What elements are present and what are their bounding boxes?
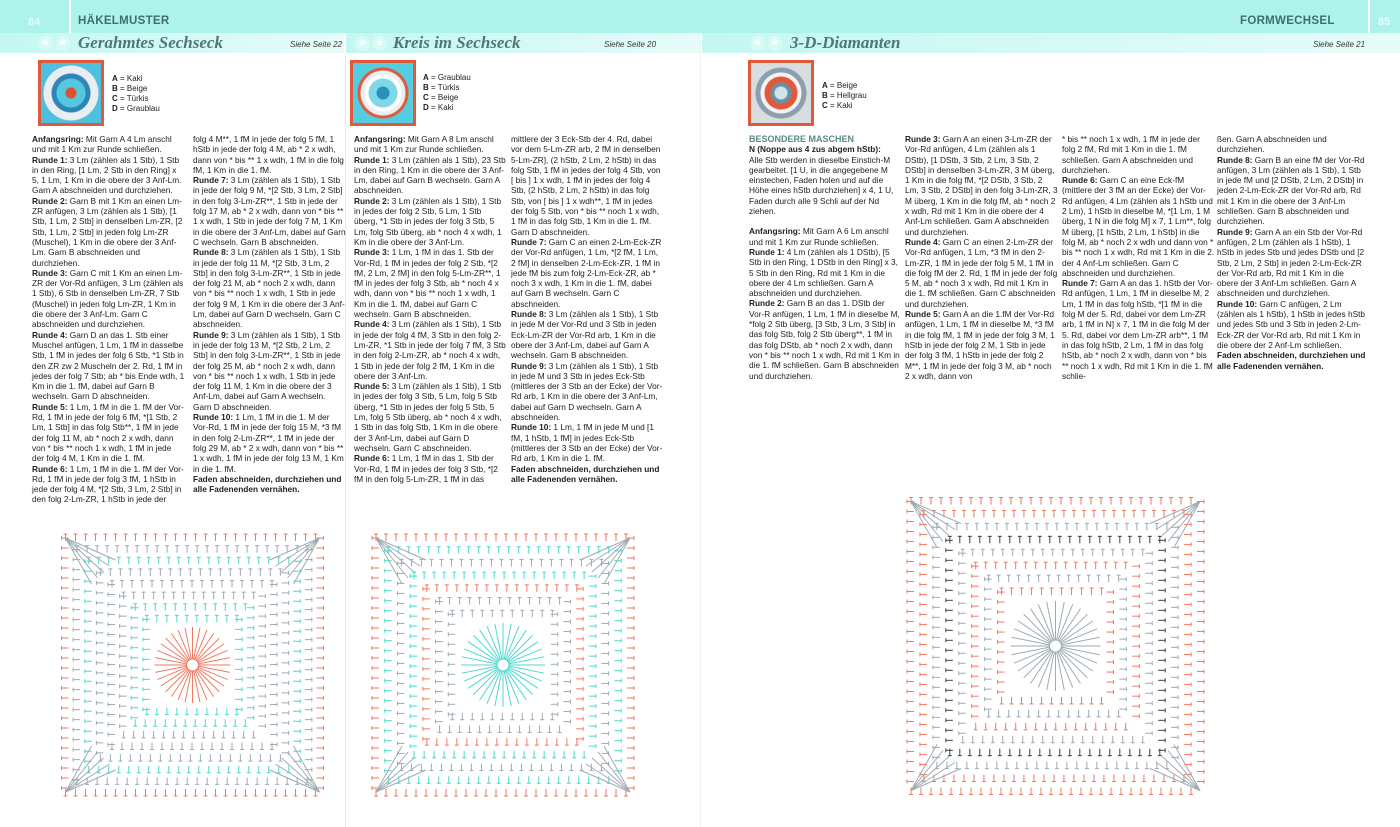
instruction-text: mittlere der 3 Eck-Stb der 4. Rd, dabei vor dem 5-Lm-ZR arb, 2 fM in denselben 5-Lm-ZR], (2 hStb, 2 Lm, 2 hStb) in das folg Stb, 1 fM in jedes der folg 4 Stb, von [ bis ] 1 x wdh, 1 fM in jedes der folg 4 Stb, (2 hStb, 2 Lm, 2 hStb) in das folg Stb, von [ bis ] 1 x wdh**, 1 fM in jedes der folg 5 Stb, von * bis ** noch 1 x wdh, 1 fM in das folg Stb, 1 Km in die 1. fM. Garn D abschneiden. bbox=[511, 134, 661, 237]
round-label: Runde 7: bbox=[193, 175, 229, 186]
round-label: Runde 6: bbox=[1062, 175, 1098, 186]
difficulty-stars bbox=[750, 36, 782, 51]
yarn-letter: B bbox=[112, 84, 118, 93]
stitch-mark bbox=[294, 746, 320, 792]
stitch-mark bbox=[288, 752, 320, 792]
instruction-text: 1 Lm, 1 fM in das 1. Stb der Vor-Rd, 1 fM in jedes der folg 3 Stb, *[2 fM in den folg 5-Lm-ZR, 1 fM in das bbox=[354, 453, 498, 484]
yarn-letter: B bbox=[423, 83, 429, 92]
stitch-mark bbox=[592, 538, 630, 572]
crochet-diagram bbox=[903, 492, 1208, 800]
round-label: Runde 9: bbox=[193, 329, 229, 340]
round-label: Runde 7: bbox=[1062, 278, 1098, 289]
stitch-mark bbox=[276, 538, 320, 566]
yarn-letter: C bbox=[423, 93, 429, 102]
legend-entry: B = Beige bbox=[112, 84, 148, 93]
header-divider bbox=[69, 0, 71, 33]
yarn-letter: B bbox=[822, 91, 828, 100]
see-page-ref: Siehe Seite 21 bbox=[1313, 40, 1366, 49]
stitch-mark bbox=[911, 763, 955, 791]
round-label: Runde 9: bbox=[511, 360, 547, 371]
stitch-mark bbox=[1150, 502, 1200, 524]
round-label: Runde 6: bbox=[354, 453, 390, 464]
stitch-mark bbox=[288, 538, 320, 578]
legend-entry: A = Graublau bbox=[423, 73, 471, 82]
instruction-paragraph bbox=[511, 361, 664, 423]
star-icon: ★ bbox=[355, 36, 370, 51]
stitch-mark bbox=[1150, 769, 1200, 791]
instruction-text: 3 Lm (zählen als 1 Stb), 1 Stb in den Ring, [1 Lm, 2 Stb in den Ring] x 5, 1 Lm, 1 Km in die obere der 3 Anf-Lm. Garn A abschneiden und durchziehen. bbox=[32, 154, 182, 196]
right-running-head: FORMWECHSEL bbox=[1240, 15, 1335, 27]
instruction-text: 3 Lm (zählen als 1 Stb), 1 Stb in jede der folg 11 M, *[2 Stb, 3 Lm, 2 Stb] in den folg 3-Lm-ZR**, 1 Stb in jede der folg 21 M, ab * noch 2 x wdh, dann von * bis ** noch 1 x wdh, 1 Stb in jede der folg 9 M, 1 Km in die obere der 3 Anf-Lm, dabei auf Garn D wechseln. Garn C abschneiden. bbox=[193, 247, 345, 330]
round-label: Runde 4: bbox=[354, 319, 390, 330]
instruction-paragraph bbox=[749, 226, 902, 247]
stitch-mark bbox=[598, 752, 630, 792]
instructions-column bbox=[32, 134, 185, 505]
instruction-paragraph bbox=[354, 196, 507, 247]
round-label: Runde 10: bbox=[511, 422, 552, 433]
instruction-paragraph bbox=[32, 402, 185, 464]
stitch-mark bbox=[598, 538, 630, 578]
instruction-paragraph bbox=[1217, 155, 1367, 227]
round-label: Runde 2: bbox=[354, 195, 390, 206]
round-label: Runde 1: bbox=[354, 154, 390, 165]
instruction-paragraph bbox=[1062, 175, 1215, 278]
stitch-mark bbox=[580, 538, 630, 560]
section-title: 3-D-Diamanten bbox=[790, 33, 901, 52]
stitch-mark bbox=[66, 538, 104, 572]
starting-ring bbox=[1050, 640, 1062, 652]
yarn-letter: C bbox=[822, 101, 828, 110]
round-label: Anfangsring: bbox=[32, 134, 84, 144]
round-label: Runde 10: bbox=[193, 412, 234, 423]
instruction-paragraph bbox=[1217, 299, 1367, 350]
instruction-paragraph bbox=[511, 134, 664, 237]
stitch-mark bbox=[911, 502, 937, 548]
stitch-mark bbox=[1168, 502, 1200, 542]
round-label: Runde 8: bbox=[193, 247, 229, 258]
stitch-mark bbox=[66, 538, 98, 578]
instruction-text: 3 Lm (zählen als 1 Stb), 1 Stb in jede M und 3 Stb in jedes Eck-Stb (mittleres der 3 Stb an der Ecke) der Vor-Rd arb, 1 Km in die obere der 3 Anf-Lm, dabei auf Garn D wechseln. Garn A abschneiden. bbox=[511, 360, 663, 423]
round-label: Runde 1: bbox=[32, 154, 68, 165]
instruction-text: Garn B mit 1 Km an einen Lm-ZR anfügen, 3 Lm (zählen als 1 Stb), [1 Stb, 1 Lm, 2 Stb] in denselben Lm-ZR, [2 Stb, 1 Lm, 2 Stb] in jeden folg Lm-ZR (Muschel), 1 Km in die obere der 3 Anf-Lm. Garn B abschneiden und durchziehen. bbox=[32, 195, 183, 268]
instruction-paragraph bbox=[354, 381, 507, 453]
stitch-mark bbox=[1156, 763, 1200, 791]
yarn-letter: D bbox=[112, 104, 118, 113]
instruction-text: Garn A an das 1. hStb der Vor-Rd anfügen, 1 Lm, 1 fM in dieselbe M, 2 Lm, 1 fM in das folg hStb, *[1 fM in die folg M der 5. Rd, dabei vor dem Lm-ZR arb, 1 fM in N] x 7, 1 fM in die folg M der 5. Rd, dabei vor dem Lm-ZR arb**, 1 fM in das folg hStb, 2 Lm, 1 fM in das folg hStb, ab * noch 2 x wdh, dann von * bis ** noch 1 x wdh, Rd mit 1 Km in die 1. fM schlie- bbox=[1062, 278, 1213, 381]
round-label: Runde 1: bbox=[749, 246, 785, 257]
yarn-color-name: Hellgrau bbox=[836, 91, 867, 100]
round-label: Runde 5: bbox=[32, 401, 68, 412]
round-label: Runde 8: bbox=[1217, 154, 1253, 165]
instruction-paragraph bbox=[1217, 350, 1367, 371]
instruction-text: Alle Stb werden in dieselbe Einstich-M gearbeitet. [1 U, in die angegebene M einstechen, Faden holen und auf die Höhe eines hStb durchziehen] x 4, 1 U, Faden durch alle 9 Schli auf der Nd ziehen. bbox=[749, 154, 894, 217]
instruction-paragraph bbox=[1062, 134, 1215, 175]
yarn-letter: C bbox=[112, 94, 118, 103]
instruction-paragraph bbox=[32, 464, 185, 505]
stitch-mark bbox=[376, 538, 402, 584]
instruction-text: Garn C anfügen, 2 Lm (zählen als 1 hStb), 1 hStb in jedes hStb und jedes Stb und 3 Stb in jeden 2-Lm-Eck-ZR der Vor-Rd arb, Rd mit 1 Km in die obere der 2 Anf-Lm schließen. bbox=[1217, 298, 1366, 350]
round-label: Runde 5: bbox=[905, 309, 941, 320]
stitch-mark bbox=[580, 770, 630, 792]
instruction-paragraph bbox=[749, 144, 902, 216]
yarn-letter: A bbox=[822, 81, 828, 90]
legend-entry: C = Türkis bbox=[112, 94, 149, 103]
instruction-paragraph bbox=[905, 237, 1058, 309]
instructions-column bbox=[1217, 134, 1367, 371]
instruction-paragraph bbox=[193, 474, 346, 495]
legend-entry: A = Beige bbox=[822, 81, 858, 90]
yarn-legend bbox=[112, 74, 160, 114]
instruction-text: Mit Garn A 4 Lm anschl und mit 1 Km zur Runde schließen. bbox=[32, 134, 172, 155]
instruction-paragraph bbox=[32, 155, 185, 196]
stitch-mark bbox=[376, 538, 414, 572]
stitch-mark bbox=[376, 538, 408, 578]
left-running-head: HÄKELMUSTER bbox=[78, 15, 170, 27]
legend-entry: D = Kaki bbox=[423, 103, 454, 112]
stitch-mark bbox=[66, 752, 98, 792]
crochet-diagram bbox=[368, 530, 638, 800]
stitch-mark bbox=[592, 758, 630, 792]
instruction-text: 1 Lm, 1 fM in das 1. Stb der Vor-Rd, 1 fM in jedes der folg 2 Stb, *[2 fM, 2 Lm, 2 fM] in den folg 5-Lm-ZR**, 1 fM in jedes der folg 3 Stb, ab * noch 4 x wdh, dann von * bis ** noch 1 x wdh, 1 Km in die 1. fM, dabei auf Garn C wechseln. Garn B abschneiden. bbox=[354, 247, 501, 320]
instruction-text: 1 Lm, 1 fM in die 1. fM der Vor-Rd, 1 fM in jede der folg 3 fM, 1 hStb in jede der folg 4 M, *[2 Stb, 3 Lm, 2 Stb] in den folg 2-Lm-ZR, 1 hStb in jede der bbox=[32, 463, 184, 505]
instruction-text: Garn B an eine fM der Vor-Rd anfügen, 3 Lm (zählen als 1 Stb), 1 Stb in jede fM und [2 DStb, 2 Lm, 2 DStb] in jeden 2-Lm-Eck-ZR der Vor-Rd arb, Rd mit 1 Km in die obere der 3 Anf-Lm schließen. Garn B abschneiden und durchziehen. bbox=[1217, 154, 1365, 227]
stitch-mark bbox=[282, 538, 320, 572]
stitch-mark bbox=[1156, 502, 1200, 530]
legend-entry: B = Hellgrau bbox=[822, 91, 867, 100]
yarn-letter: A bbox=[423, 73, 429, 82]
star-icon: ★ bbox=[38, 36, 53, 51]
instruction-paragraph bbox=[32, 330, 185, 402]
instruction-text: * bis ** noch 1 x wdh, 1 fM in jede der folg 2 fM, Rd mit 1 Km in die 1. fM schließen. Garn A abschneiden und durchziehen. bbox=[1062, 134, 1200, 175]
stitch-mark bbox=[376, 538, 420, 566]
instruction-text: 3 Lm (zählen als 1 Stb), 1 Stb in jede M der Vor-Rd und 3 Stb in jeden Eck-Lm-ZR der Vor-Rd arb, 1 Km in die obere der 3 Anf-Lm, dabei auf Garn A wechseln. Garn B abschneiden. bbox=[511, 309, 659, 361]
instruction-paragraph bbox=[193, 175, 346, 247]
round-label: Runde 2: bbox=[749, 298, 785, 309]
square-photo bbox=[38, 60, 104, 126]
instruction-text: Mit Garn A 6 Lm anschl und mit 1 Km zur Runde schließen. bbox=[749, 226, 889, 247]
round-label: Anfangsring: bbox=[749, 226, 801, 237]
page-gutter bbox=[700, 33, 701, 827]
instruction-paragraph bbox=[511, 422, 664, 463]
round-label: Faden abschneiden, durchziehen und alle Fadenenden vernähen. bbox=[193, 473, 342, 495]
round-label: Runde 3: bbox=[354, 247, 390, 258]
instruction-text: Garn A an die 1.fM der Vor-Rd anfügen, 1 Lm, 1 fM in dieselbe M, *3 fM in die folg fM, 1 fM in jede der folg 3 M, 1 hStb in jede der folg 2 M, 1 Stb in jede der folg 3 fM, 1 hStb in jede der folg 2 M**, 1 fM in jede der folg 3 M, ab * noch 2 x wdh, dann von bbox=[905, 309, 1055, 381]
instruction-paragraph bbox=[193, 247, 346, 329]
instruction-text: 1 Lm, 1 fM in die 1. fM der Vor-Rd, 1 fM in jede der folg 6 fM, *[1 Stb, 2 Lm, 1 Stb] in das folg Stb**, 1 fM in jede der folg 11 M, ab * noch 2 x wdh, dann von * bis ** noch 1 x wdh, 1 fM in jede der folg 4 M, 1 Km in die 1. fM. bbox=[32, 401, 184, 464]
round-label: Runde 3: bbox=[905, 134, 941, 144]
instruction-paragraph bbox=[354, 134, 507, 155]
difficulty-stars bbox=[38, 36, 70, 51]
instructions-column bbox=[749, 134, 902, 381]
instruction-paragraph bbox=[32, 196, 185, 268]
yarn-color-name: Türkis bbox=[126, 94, 149, 103]
round-label: N (Noppe aus 4 zus abgem hStb): bbox=[749, 144, 881, 155]
section-title: Gerahmtes Sechseck bbox=[78, 33, 223, 52]
yarn-color-name: Beige bbox=[126, 84, 148, 93]
round-label: Runde 4: bbox=[32, 329, 68, 340]
instruction-paragraph bbox=[1062, 278, 1215, 381]
legend-entry: C = Kaki bbox=[822, 101, 853, 110]
instruction-text: Garn C an eine Eck-fM (mittlere der 3 fM an der Ecke) der Vor-Rd anfügen, 4 Lm (zählen als 1 hStb und 2 Lm), 1 hStb in dieselbe M, *[1 Lm, 1 M überg, 1 N in die folg M] x 7, 1 Lm**, folg M überg, [1 hStb, 2 Lm, 1 hStb] in die folg M, ab * noch 2 x wdh und dann von * bis ** noch 1 x wdh, Rd mit 1 Km in die 2. der 4 Anf-Lm schließen. Garn C abschneiden und durchziehen. bbox=[1062, 175, 1215, 278]
stitch-mark bbox=[604, 746, 630, 792]
instruction-paragraph bbox=[1217, 134, 1367, 155]
stitch-mark bbox=[1174, 745, 1200, 791]
stitch-mark bbox=[1162, 502, 1200, 536]
round-label: Runde 8: bbox=[511, 309, 547, 320]
yarn-legend bbox=[822, 81, 867, 111]
instruction-text: ßen. Garn A abschneiden und durchziehen. bbox=[1217, 134, 1327, 155]
round-label: Runde 10: bbox=[1217, 298, 1258, 309]
instructions-column bbox=[905, 134, 1058, 381]
instruction-text: Garn C mit 1 Km an einen Lm-ZR der Vor-Rd anfügen, 3 Lm (zählen als 1 Stb), 6 Stb in denselben Lm-ZR, 7 Stb (Muschel) in jeden folg Lm-ZR, 1 Km in die obere der 3 Anf-Lm. Garn C abschneiden und durchziehen. bbox=[32, 267, 184, 330]
stitch-mark bbox=[66, 764, 110, 792]
instruction-text: Garn A an einen 3-Lm-ZR der Vor-Rd anfügen, 4 Lm (zählen als 1 DStb), [1 DStb, 3 Stb, 2 Lm, 3 Stb, 2 DStb] in denselben 3-Lm-ZR, 3 M überg, 1 Km in die folg fM, *[2 DStb, 3 Stb, 2 Lm, 3 Stb, 2 DStb] in den folg 3-Lm-ZR, 3 M überg, 1 Km in die folg fM, ab * noch 2 x wdh, Rd mit 1 Km in die obere der 4 Anf-Lm schließen. Garn A abschneiden und durchziehen. bbox=[905, 134, 1058, 237]
instruction-paragraph bbox=[354, 319, 507, 381]
right-page-number: 85 bbox=[1378, 16, 1391, 28]
star-icon: ★ bbox=[750, 36, 765, 51]
starting-ring bbox=[187, 659, 199, 671]
instruction-text: Garn A an ein Stb der Vor-Rd anfügen, 2 Lm (zählen als 1 hStb), 1 hStb in jedes Stb und jedes DStb und [2 Stb, 2 Lm, 2 Stb] in jeden 2-Lm-Eck-ZR der Vor-Rd arb, Rd mit 1 Km in die obere der 3 Anf-Lm schließen. Garn A abschneiden und durchziehen. bbox=[1217, 226, 1365, 299]
round-label: Anfangsring: bbox=[354, 134, 406, 144]
instruction-text: Mit Garn A 8 Lm anschl und mit 1 Km zur Runde schließen. bbox=[354, 134, 494, 155]
stitch-mark bbox=[1168, 751, 1200, 791]
stitch-mark bbox=[911, 745, 937, 791]
see-page-ref: Siehe Seite 22 bbox=[290, 40, 343, 49]
yarn-legend bbox=[423, 73, 471, 113]
yarn-color-name: Kaki bbox=[126, 74, 143, 83]
stitch-mark bbox=[376, 758, 414, 792]
square-photo bbox=[748, 60, 814, 126]
instructions-column bbox=[193, 134, 346, 494]
yarn-color-name: Kaki bbox=[836, 101, 853, 110]
instruction-text: 3 Lm (zählen als 1 Stb), 1 Stb in jedes der folg 3 Stb, 5 Lm, folg 5 Stb überg, *1 Stb in jedes der folg 5 Stb, 5 Lm, folg 5 Stb überg, ab * noch 4 x wdh, 1 Stb in das folg Stb, 1 Km in die obere der 3 Anf-Lm, dabei auf Garn D wechseln. Garn C abschneiden. bbox=[354, 381, 502, 453]
instruction-paragraph bbox=[511, 464, 664, 485]
instruction-paragraph bbox=[749, 247, 902, 298]
instruction-text: 3 Lm (zählen als 1 Stb), 1 Stb in jede der folg 9 M, *[2 Stb, 3 Lm, 2 Stb] in den folg 3-Lm-ZR**, 1 Stb in jede der folg 17 M, ab * 2 x wdh, dann von * bis ** 1 x wdh, 1 Stb in jede der folg 7 M, 1 Km in die obere der 3 Anf-Lm, dabei auf Garn C wechseln. Garn B abschneiden. bbox=[193, 175, 346, 247]
instruction-paragraph bbox=[1217, 227, 1367, 299]
instruction-paragraph bbox=[749, 298, 902, 380]
instruction-text: 3 Lm (zählen als 1 Stb), 23 Stb in den Ring, 1 Km in die obere der 3 Anf-Lm, dabei auf Garn B wechseln. Garn A abschneiden. bbox=[354, 154, 506, 196]
yarn-color-name: Kaki bbox=[437, 103, 454, 112]
instruction-text: 3 Lm (zählen als 1 Stb), 1 Stb in jede der folg 13 M, *[2 Stb, 2 Lm, 2 Stb] in den folg 3-Lm-ZR**, 1 Stb in jede der folg 25 M, ab * noch 2 x wdh, dann von * bis ** noch 1 x wdh, 1 Stb in jede der folg 11 M, 1 Km in die obere der 3 Anf-Lm, dabei auf Garn A wechseln. Garn D abschneiden. bbox=[193, 329, 341, 412]
instruction-paragraph bbox=[193, 330, 346, 412]
instruction-text: 1 Lm, 1 fM in jede M und [1 fM, 1 hStb, 1 fM] in jedes Eck-Stb (mittleres der 3 Stb an der Ecke) der Vor-Rd arb, 1 Km in die 1. fM. bbox=[511, 422, 663, 464]
stitch-mark bbox=[604, 538, 630, 584]
round-label: Runde 6: bbox=[32, 463, 68, 474]
instruction-paragraph bbox=[905, 134, 1058, 237]
starting-ring bbox=[497, 659, 509, 671]
instruction-paragraph bbox=[511, 309, 664, 360]
legend-entry: A = Kaki bbox=[112, 74, 143, 83]
instruction-text: Garn D an das 1. Stb einer Muschel anfügen, 1 Lm, 1 fM in dasselbe Stb, 1 fM in jedes der folg 6 Stb, *1 Stb in den ZR zw 2 Muscheln der 2. Rd, 1 fM in jedes der folg 7 Stb; ab * bis Ende wdh, 1 Km in die 1. fM, dabei auf Garn B wechseln. Garn D abschneiden. bbox=[32, 329, 185, 402]
stitch-mark bbox=[586, 538, 630, 566]
instructions-column bbox=[1062, 134, 1215, 381]
legend-entry: C = Beige bbox=[423, 93, 459, 102]
stitch-mark bbox=[66, 538, 110, 566]
instruction-text: 1 Lm, 1 fM in die 1. M der Vor-Rd, 1 fM in jede der folg 15 M, *3 fM in den folg 2-Lm-ZR**, 1 fM in jede der folg 29 M, ab * 2 x wdh, dann von * bis ** 1 x wdh, 1 fM in jede der folg 13 M, 1 Km in die 1. fM. bbox=[193, 412, 344, 474]
yarn-color-name: Beige bbox=[437, 93, 459, 102]
stitch-mark bbox=[376, 764, 420, 792]
instruction-paragraph bbox=[32, 268, 185, 330]
instruction-text: 3 Lm (zählen als 1 Stb), 1 Stb in jede der folg 4 fM, 3 Stb in den folg 2-Lm-ZR, *1 Stb in jede der folg 7 fM, 3 Stb in den folg 2-Lm-ZR, ab * noch 4 x wdh, 1 Stb in jede der folg 2 fM, 1 Km in die obere der 3 Anf-Lm. bbox=[354, 319, 506, 381]
instruction-text: folg 4 M**, 1 fM in jede der folg 5 fM, 1 hStb in jede der folg 4 M, ab * 2 x wdh, dann von * bis ** 1 x wdh, 1 fM in die folg fM, 1 Km in die 1. fM. bbox=[193, 134, 344, 175]
header-band bbox=[0, 0, 1400, 33]
stitch-mark bbox=[911, 502, 943, 542]
yarn-letter: D bbox=[423, 103, 429, 112]
left-page-number: 84 bbox=[28, 16, 41, 28]
instruction-paragraph bbox=[354, 247, 507, 319]
header-divider bbox=[1368, 0, 1370, 33]
instruction-text: Garn C an einen 2-Lm-Eck-ZR der Vor-Rd anfügen, 1 Lm, *[2 fM, 1 Lm, 2 fM] in denselben 2-Lm-Eck-ZR, 1 fM in jede fM bis zum folg 2-Lm-Eck-ZR, ab * noch 3 x wdh, 1 Km in die 1. fM, dabei auf Garn B wechseln. Garn C abschneiden. bbox=[511, 236, 662, 309]
stitch-mark bbox=[911, 502, 949, 536]
instructions-column bbox=[511, 134, 664, 484]
stitch-mark bbox=[1162, 757, 1200, 791]
yarn-color-name: Türkis bbox=[437, 83, 460, 92]
difficulty-stars bbox=[355, 36, 387, 51]
star-icon: ★ bbox=[372, 36, 387, 51]
instruction-paragraph bbox=[193, 134, 346, 175]
legend-entry: D = Graublau bbox=[112, 104, 160, 113]
yarn-color-name: Beige bbox=[836, 81, 858, 90]
instruction-text: 4 Lm (zählen als 1 DStb), [5 Stb in den Ring, 1 DStb in den Ring] x 3, 5 Stb in den Ring, Rd mit 1 Km in die obere der 4 Lm schließen. Garn A abschneiden und durchziehen. bbox=[749, 246, 898, 299]
stitch-mark bbox=[66, 746, 92, 792]
instructions-column bbox=[354, 134, 507, 484]
instruction-text: Garn C an einen 2-Lm-ZR der Vor-Rd anfügen, 1 Lm, *3 fM in den 2-Lm-ZR, 1 fM in jede der folg 5 M, 1 fM in die folg fM der 2. Rd, 1 fM in jede der folg 5 M, ab * noch 3 x wdh, Rd mit 1 Km in die 1. fM schließen. Garn C abschneiden und durchziehen. bbox=[905, 236, 1058, 309]
instruction-paragraph bbox=[354, 155, 507, 196]
stitch-mark bbox=[276, 764, 320, 792]
instruction-paragraph bbox=[354, 453, 507, 484]
section-title: Kreis im Sechseck bbox=[393, 33, 521, 52]
yarn-letter: A bbox=[112, 74, 118, 83]
round-label: Runde 4: bbox=[905, 236, 941, 247]
round-label: Runde 2: bbox=[32, 195, 68, 206]
instruction-paragraph bbox=[193, 412, 346, 474]
round-label: Runde 3: bbox=[32, 267, 68, 278]
stitch-mark bbox=[911, 757, 949, 791]
round-label: Runde 9: bbox=[1217, 226, 1253, 237]
stitch-mark bbox=[376, 746, 402, 792]
instruction-text: Garn B an das 1. DStb der Vor-R anfügen, 1 Lm, 1 fM in dieselbe M, *folg 2 Stb überg, [3 Stb, 3 Lm, 3 Stb] in das folg Stb, folg 2 Stb überg**, 1 fM in das folg DStb, ab * noch 2 x wdh, dann von * bis ** noch 1 x wdh, Rd mit 1 Km in die 1. fM schließen. Garn B abschneiden und durchziehen. bbox=[749, 298, 900, 381]
yarn-color-name: Graublau bbox=[437, 73, 471, 82]
stitch-mark bbox=[376, 752, 408, 792]
subheading: BESONDERE MASCHEN bbox=[749, 134, 855, 144]
crochet-diagram bbox=[55, 530, 330, 800]
instruction-text: 3 Lm (zählen als 1 Stb), 1 Stb in jedes der folg 2 Stb, 5 Lm, 1 Stb überg, *1 Stb in jedes der folg 3 Stb, 5 Lm, folg Stb überg, ab * noch 4 x wdh, 1 Km in die obere der 3 Anf-Lm. bbox=[354, 195, 502, 247]
instruction-paragraph bbox=[32, 134, 185, 155]
round-label: Faden abschneiden, durchziehen und alle Fadenenden vernähen. bbox=[511, 463, 660, 484]
star-icon: ★ bbox=[767, 36, 782, 51]
stitch-mark bbox=[1174, 502, 1200, 548]
star-icon: ★ bbox=[55, 36, 70, 51]
yarn-color-name: Graublau bbox=[126, 104, 160, 113]
round-label: Runde 5: bbox=[354, 381, 390, 392]
instruction-paragraph bbox=[511, 237, 664, 309]
stitch-mark bbox=[911, 751, 943, 791]
stitch-mark bbox=[911, 502, 955, 530]
square-photo bbox=[350, 60, 416, 126]
instruction-paragraph bbox=[905, 309, 1058, 381]
see-page-ref: Siehe Seite 20 bbox=[604, 40, 657, 49]
stitch-mark bbox=[586, 764, 630, 792]
round-label: Faden abschneiden, durchziehen und alle Fadenenden vernähen. bbox=[1217, 350, 1366, 371]
legend-entry: B = Türkis bbox=[423, 83, 460, 92]
round-label: Runde 7: bbox=[511, 236, 547, 247]
